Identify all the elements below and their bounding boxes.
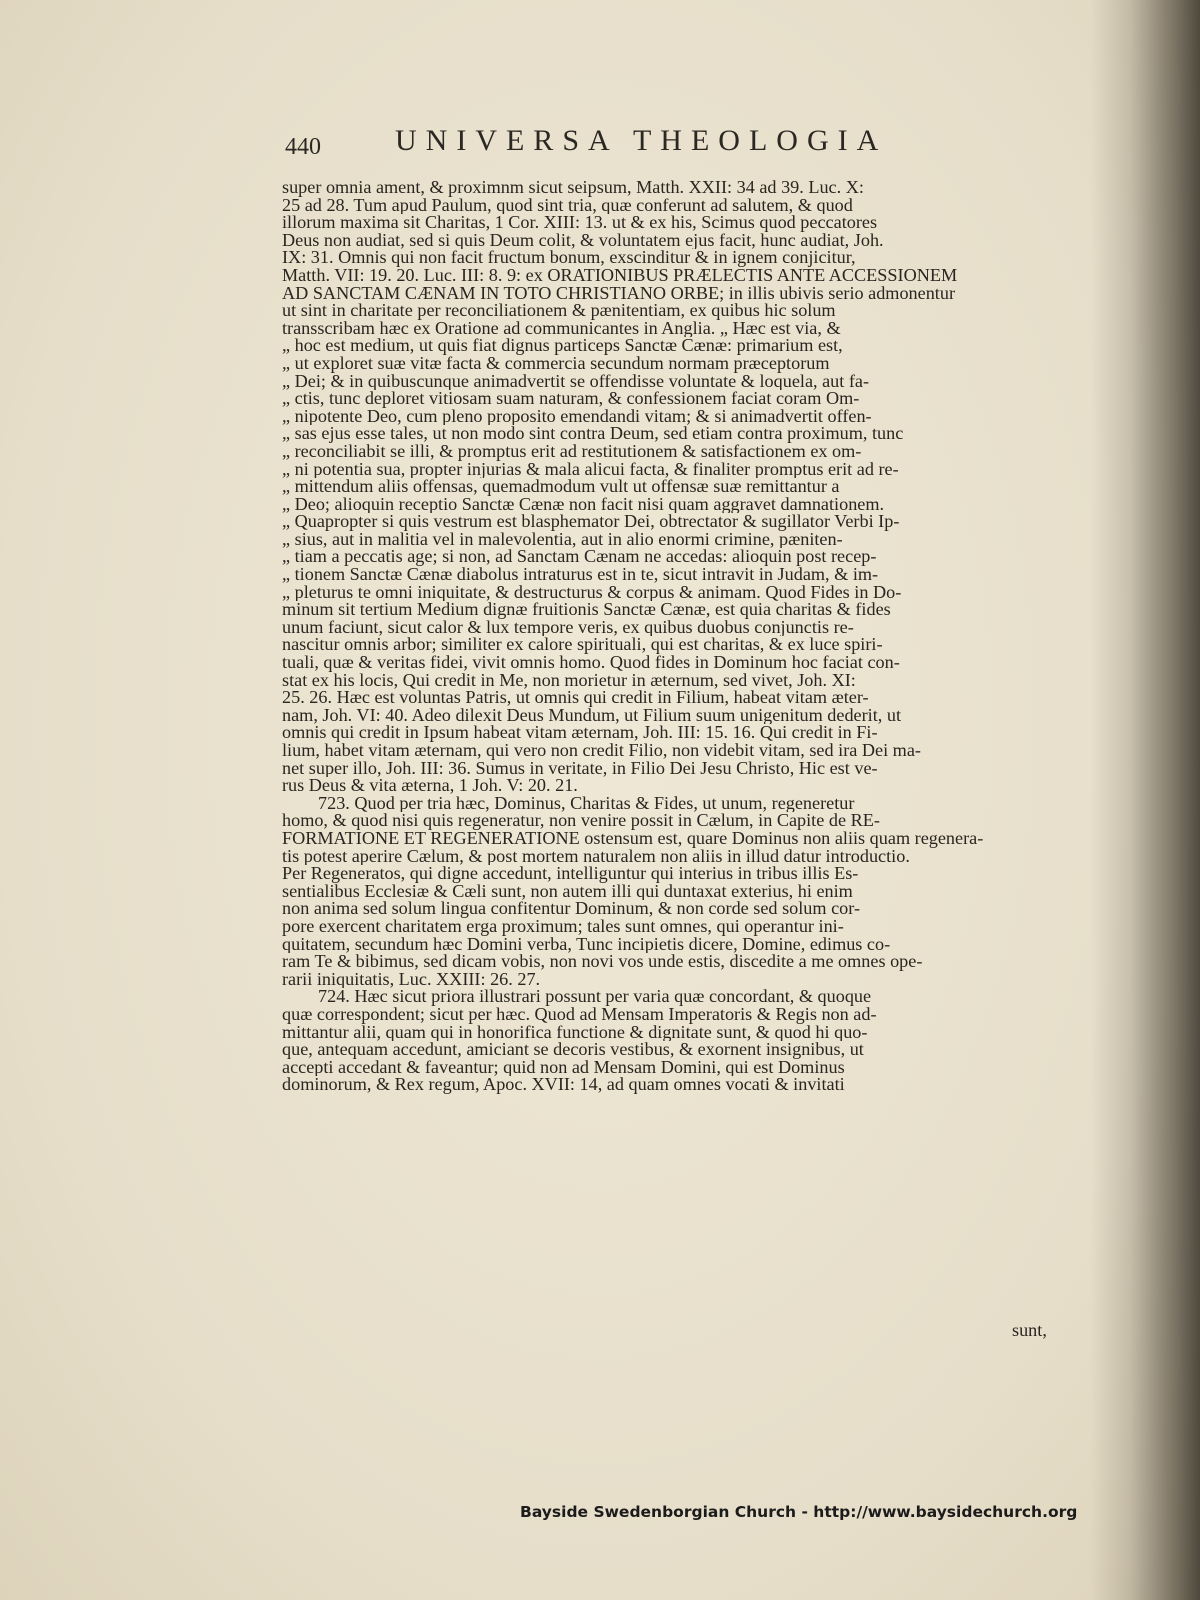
text-line: IX: 31. Omnis qui non facit fructum bonum, exscinditur & in ignem conjicitur, [282,249,856,267]
text-line: „ mittendum aliis offensas, quemadmodum vult ut offensæ suæ remittantur a [282,478,840,496]
text-line: quitatem, secundum hæc Domini verba, Tunc incipietis dicere, Domine, edimus co- [282,935,891,954]
text-line: omnis qui credit in Ipsum habeat vitam æternam, Joh. III: 15. 16. Qui credit in Fi- [282,724,878,742]
text-line: quæ correspondent; sicut per hæc. Quod ad Mensam Imperatoris & Regis non ad- [282,1005,877,1024]
text-line: unum faciunt, sicut calor & lux tempore veris, ex quibus duobus conjunctis re- [282,618,854,637]
page-header [285,124,1005,164]
text-line: homo, & quod nisi quis regeneratur, non venire possit in Cælum, in Capite de RE- [282,812,880,830]
text-line: „ ut exploret suæ vitæ facta & commercia secundum normam præceptorum [282,354,830,373]
text-line: tuali, quæ & veritas fidei, vivit omnis homo. Quod fides in Dominum hoc faciat con- [282,654,900,672]
text-line: „ nipotente Deo, cum pleno proposito emendandi vitam; & si animadvertit offen- [282,407,872,426]
text-line: „ ni potentia sua, propter injurias & mala alicui facta, & finaliter promptus erit ad re- [282,460,899,479]
text-line: lium, habet vitam æternam, qui vero non credit Filio, non videbit vitam, sed ira Dei ma- [282,742,921,760]
catchword: sunt, [1012,1320,1047,1340]
text-line: „ Quapropter si quis vestrum est blasphemator Dei, obtrectator & sugillator Verbi Ip- [282,513,900,531]
text-line: 723. Quod per tria hæc, Dominus, Charitas & Fides, ut unum, regeneretur [318,794,855,813]
text-line: 724. Hæc sicut priora illustrari possunt per varia quæ concordant, & quoque [318,988,872,1006]
text-line: nam, Joh. VI: 40. Adeo dilexit Deus Mundum, ut Filium suum unigenitum dederit, ut [282,706,902,725]
text-line: AD SANCTAM CÆNAM IN TOTO CHRISTIANO ORBE; in illis ubivis serio admonentur [282,284,956,303]
text-line: sentialibus Ecclesiæ & Cæli sunt, non autem illi qui duntaxat exterius, hi enim [282,882,853,901]
text-line: ut sint in charitate per reconciliationem & pænitentiam, ex quibus hic solum [282,302,836,320]
page-number: 440 [285,134,321,160]
text-line: net super illo, Joh. III: 36. Sumus in veritate, in Filio Dei Jesu Christo, Hic est ve- [282,759,878,778]
text-line: super omnia ament, & proximnm sicut seipsum, Matth. XXII: 34 ad 39. Luc. X: [282,179,864,197]
text-line: 25 ad 28. Tum apud Paulum, quod sint tria, quæ conferunt ad salutem, & quod [282,196,853,215]
text-line: transscribam hæc ex Oratione ad communicantes in Anglia. „ Hæc est via, & [282,319,841,338]
text-line: rus Deus & vita æterna, 1 Joh. V: 20. 21. [282,777,578,795]
text-line: que, antequam accedunt, amiciant se decoris vestibus, & exornent insignibus, ut [282,1041,864,1059]
text-line: dominorum, & Rex regum, Apoc. XVII: 14, ad quam omnes vocati & invitati [282,1076,845,1094]
text-line: tis potest aperire Cælum, & post mortem naturalem non aliis in illud datur introductio. [282,847,910,866]
text-line: nascitur omnis arbor; similiter ex calore spirituali, qui est charitas, & ex luce spiri- [282,636,883,655]
text-line: „ pleturus te omni iniquitate, & destructurus & corpus & animam. Quod Fides in Do- [282,583,902,602]
body-text [282,179,1072,1094]
text-line: accepti accedant & faveantur; quid non ad Mensam Domini, qui est Dominus [282,1058,845,1077]
text-line: 25. 26. Hæc est voluntas Patris, ut omnis qui credit in Filium, habeat vitam æter- [282,689,869,707]
text-line: Matth. VII: 19. 20. Luc. III: 8. 9: ex ORATIONIBUS PRÆLECTIS ANTE ACCESSIONEM [282,266,958,285]
text-line: mittantur alii, quam qui in honorifica functione & dignitate sunt, & quod hi quo- [282,1023,868,1042]
text-line: stat ex his locis, Qui credit in Me, non morietur in æternum, sed vivet, Joh. XI: [282,671,856,690]
running-title: UNIVERSA THEOLOGIA [395,124,888,157]
text-line: FORMATIONE ET REGENERATIONE ostensum est, quare Dominus non aliis quam regenera- [282,829,984,848]
text-line: „ sius, aut in malitia vel in malevolentia, aut in alio enormi crimine, pæniten- [282,530,843,549]
text-line: „ reconciliabit se illi, & promptus erit ad restitutionem & satisfactionem ex om- [282,442,862,461]
text-line: illorum maxima sit Charitas, 1 Cor. XIII: 13. ut & ex his, Scimus quod peccatores [282,214,878,232]
watermark-text: Bayside Swedenborgian Church - http://www.baysidechurch.org [520,1503,1078,1521]
text-line: „ tiam a peccatis age; si non, ad Sanctam Cænam ne accedas: alioquin post recep- [282,548,877,567]
text-line: „ sas ejus esse tales, ut non modo sint contra Deum, sed etiam contra proximum, tunc [282,425,904,443]
text-line: „ hoc est medium, ut quis fiat dignus particeps Sanctæ Cænæ: primarium est, [282,337,843,355]
text-line: rarii iniquitatis, Luc. XXIII: 26. 27. [282,970,541,989]
text-line: „ ctis, tunc deploret vitiosam suam naturam, & confessionem faciat coram Om- [282,390,860,408]
text-line: non anima sed solum lingua confitentur Dominum, & non corde sed solum cor- [282,900,860,918]
text-line: pore exercent charitatem erga proximum; tales sunt omnes, qui operantur ini- [282,917,844,936]
text-line: Deus non audiat, sed si quis Deum colit, & voluntatem ejus facit, hunc audiat, Joh. [282,231,884,250]
text-line: „ tionem Sanctæ Cænæ diabolus intraturus est in te, sicut intravit in Judam, & im- [282,566,879,584]
text-line: „ Deo; alioquin receptio Sanctæ Cænæ non facit nisi quam aggravet damnationem. [282,495,885,514]
text-line: ram Te & bibimus, sed dicam vobis, non novi vos unde estis, discedite a me omnes ope- [282,953,923,971]
text-line: Per Regeneratos, qui digne accedunt, intelliguntur qui interius in tribus illis Es- [282,865,859,883]
text-line: minum sit tertium Medium dignæ fruitionis Sanctæ Cænæ, est quia charitas & fides [282,601,891,619]
text-line: „ Dei; & in quibuscunque animadvertit se offendisse voluntate & loquela, aut fa- [282,372,870,391]
